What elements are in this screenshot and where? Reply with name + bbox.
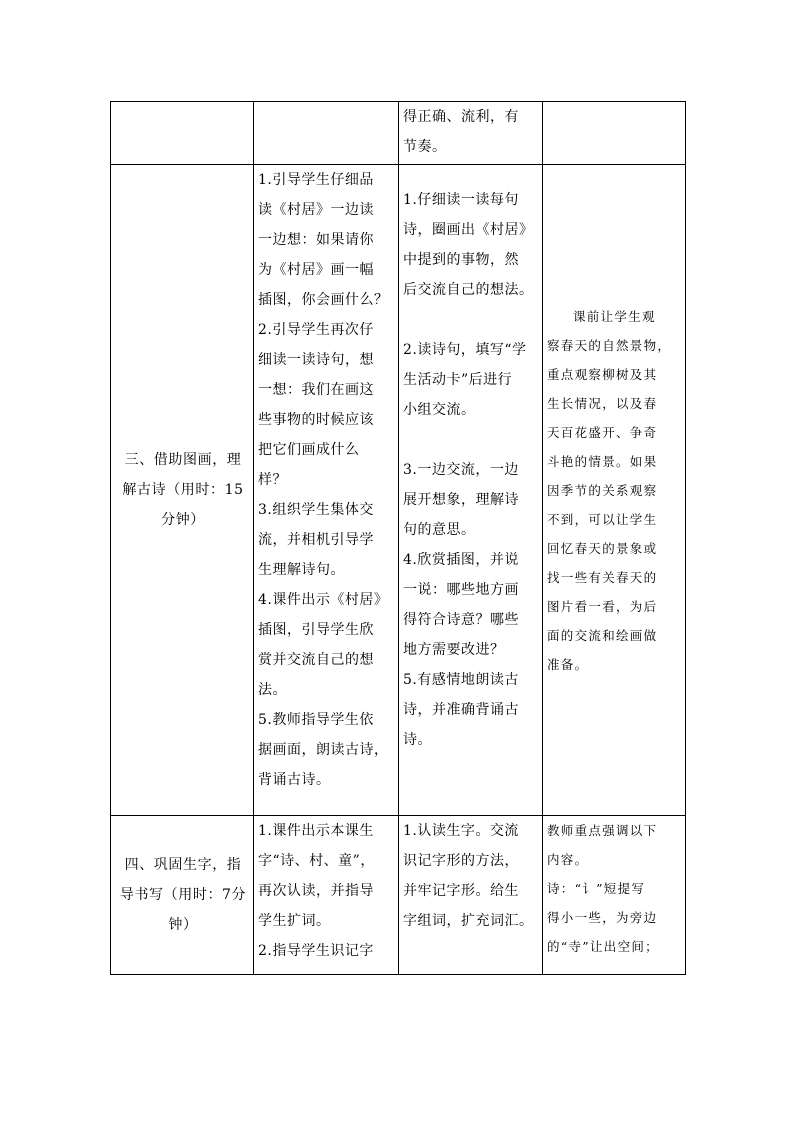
text-line: 1.认读生字。交流 xyxy=(403,823,519,839)
text-line: 节奏。 xyxy=(403,139,447,155)
text-line: 字“诗、村、童”， xyxy=(258,853,375,869)
text-line: 2.指导学生识记字 xyxy=(258,943,374,959)
text-line: 内容。 xyxy=(547,852,589,867)
teacher-cell-empty xyxy=(254,102,399,165)
text-line: 字组词，扩充词汇。 xyxy=(403,913,534,929)
text-line: 2.读诗句，填写“学 xyxy=(403,342,527,358)
text-line: 样？ xyxy=(258,472,287,488)
design-note-cell xyxy=(543,816,686,975)
text-line: 图片看一看，为后 xyxy=(547,598,658,614)
stage-line: 四、巩固生字，指 xyxy=(124,857,242,873)
text-line: 不到，可以让学生 xyxy=(547,511,658,527)
text-line: 5.有感情地朗读古 xyxy=(403,672,519,688)
student-activity-cell xyxy=(399,102,543,165)
spacer xyxy=(403,425,540,455)
text-line: 一想：我们在画这 xyxy=(258,382,374,398)
text-line: 据画面，朗读古诗， xyxy=(258,742,389,758)
text-line: 赏并交流自己的想 xyxy=(258,652,374,668)
text-line: 生活动卡”后进行 xyxy=(403,372,513,388)
lesson-plan-table xyxy=(110,101,686,975)
spacer xyxy=(403,305,540,335)
note-cell-empty xyxy=(543,102,686,165)
text-line: 读《村居》一边读 xyxy=(258,202,374,218)
design-note-cell xyxy=(543,165,686,816)
stage-line: 分钟） xyxy=(161,512,205,528)
text-line: 得小一些，为旁边 xyxy=(547,910,658,925)
text-line: 后交流自己的想法。 xyxy=(403,282,534,298)
text-line: 回忆春天的景象或 xyxy=(547,540,658,556)
stage-line: 钟） xyxy=(168,917,198,933)
text-line: 法。 xyxy=(258,682,287,698)
text-line: 生理解诗句。 xyxy=(258,562,345,578)
text-line: 一边想：如果请你 xyxy=(258,232,374,248)
text-line: 重点观察柳树及其 xyxy=(547,366,658,382)
stage-cell xyxy=(111,165,254,816)
text-line: 一说：哪些地方画 xyxy=(403,582,519,598)
stage-cell xyxy=(111,816,254,975)
text-line: 4.欣赏插图，并说 xyxy=(403,552,519,568)
text-line: 4.课件出示《村居》 xyxy=(258,592,389,608)
text-line: 课前让学生观 xyxy=(573,308,656,324)
text-line: 诗。 xyxy=(403,732,432,748)
stage-line: 三、借助图画，理 xyxy=(124,452,242,468)
text-line: 句的意思。 xyxy=(403,522,476,538)
text-line: 诗，并准确背诵古 xyxy=(403,702,519,718)
student-activity-cell xyxy=(399,165,543,816)
text-line: 教师重点强调以下 xyxy=(547,823,658,838)
text-line: 得正确、流利，有 xyxy=(403,109,519,125)
stage-cell-empty xyxy=(111,102,254,165)
text-line: 再次认读，并指导 xyxy=(258,883,374,899)
text-line: 流，并相机引导学 xyxy=(258,532,374,548)
text-line: 并牢记字形。给生 xyxy=(403,883,519,899)
table-row-continued xyxy=(111,102,686,165)
text-line: 2.引导学生再次仔 xyxy=(258,322,374,338)
text-line: 因季节的关系观察 xyxy=(547,482,658,498)
text-line: 背诵古诗。 xyxy=(258,772,331,788)
text-line: 识记字形的方法， xyxy=(403,853,519,869)
text-line: 面的交流和绘画做 xyxy=(547,627,658,643)
text-line: 小组交流。 xyxy=(403,402,476,418)
table-row-stage-3 xyxy=(111,165,686,816)
student-activity-cell xyxy=(399,816,543,975)
text-line: 察春天的自然景物， xyxy=(547,337,672,353)
text-line: 1.仔细读一读每句 xyxy=(403,192,519,208)
text-line: 天百花盛开、争奇 xyxy=(547,424,658,440)
stage-line: 解古诗（用时：15 xyxy=(122,482,244,498)
text-line: 把它们画成什么 xyxy=(258,442,360,458)
text-line: 准备。 xyxy=(547,656,589,672)
text-line: 3.一边交流，一边 xyxy=(403,462,519,478)
text-line: 1.课件出示本课生 xyxy=(258,823,374,839)
stage-line: 导书写（用时：7分 xyxy=(119,887,247,903)
text-line: 展开想象，理解诗 xyxy=(403,492,519,508)
text-line: 的“寺”让出空间； xyxy=(547,939,659,954)
text-line: 地方需要改进？ xyxy=(403,642,505,658)
teacher-activity-cell xyxy=(254,165,399,816)
text-line: 诗，圈画出《村居》 xyxy=(403,222,534,238)
text-line: 学生扩词。 xyxy=(258,913,331,929)
text-line: 找一些有关春天的 xyxy=(547,569,658,585)
text-line: 中提到的事物，然 xyxy=(403,252,519,268)
text-line: 得符合诗意？哪些 xyxy=(403,612,519,628)
text-line: 插图，你会画什么？ xyxy=(258,292,389,308)
text-line: 诗：“讠”短提写 xyxy=(547,881,646,896)
text-line: 插图，引导学生欣 xyxy=(258,622,374,638)
text-line: 1.引导学生仔细品 xyxy=(258,172,374,188)
teacher-activity-cell xyxy=(254,816,399,975)
text-line: 3.组织学生集体交 xyxy=(258,502,374,518)
text-line: 些事物的时候应该 xyxy=(258,412,374,428)
text-line: 斗艳的情景。如果 xyxy=(547,453,658,469)
text-line: 生长情况，以及春 xyxy=(547,395,658,411)
text-line: 5.教师指导学生依 xyxy=(258,712,374,728)
text-line: 细读一读诗句，想 xyxy=(258,352,374,368)
text-line: 为《村居》画一幅 xyxy=(258,262,374,278)
table-row-stage-4 xyxy=(111,816,686,975)
